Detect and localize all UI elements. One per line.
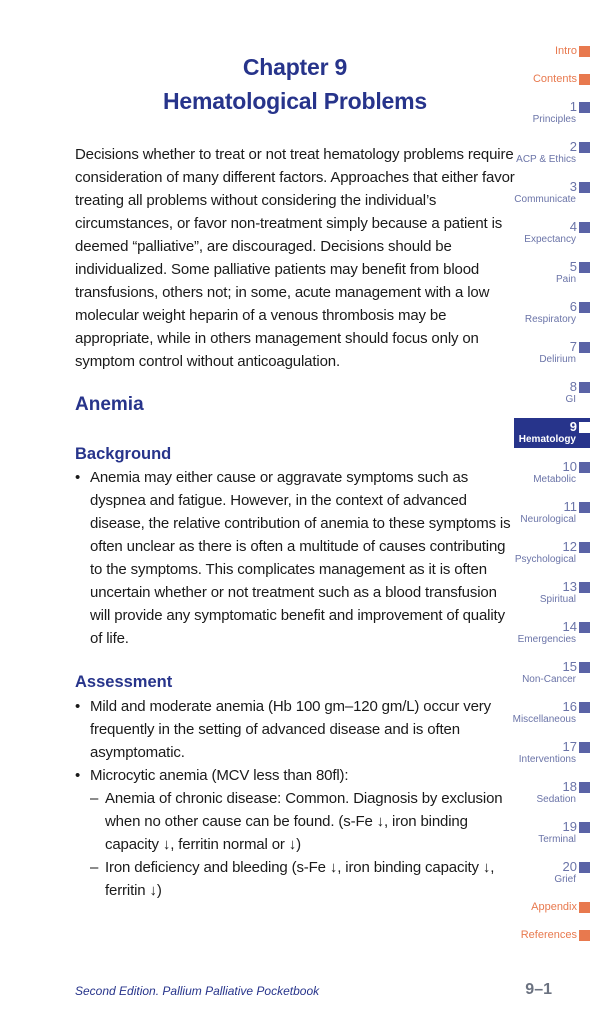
chapter-number: 7	[569, 339, 577, 354]
chapter-label: Respiratory	[524, 314, 576, 325]
chapter-label: Grief	[554, 874, 576, 885]
chapter-label: Expectancy	[524, 234, 576, 245]
square-icon	[579, 862, 590, 873]
sidebar-item-chapter-16[interactable]	[490, 700, 590, 726]
sidebar-item-chapter-12[interactable]	[490, 540, 590, 566]
assessment-heading: Assessment	[75, 673, 173, 691]
chapter-label: Miscellaneous	[512, 714, 576, 725]
nav-intro[interactable]	[490, 44, 590, 58]
chapter-number: 8	[569, 379, 577, 394]
square-icon	[579, 622, 590, 633]
chapter-label: Neurological	[520, 514, 576, 525]
page-number: 9–1	[525, 981, 552, 998]
bullet-marker: •	[75, 698, 81, 715]
chapter-number: 5	[569, 259, 577, 274]
chapter-number: 10	[562, 459, 577, 474]
bullet-text: Anemia may either cause or aggravate symptoms such as dyspnea and fatigue. However, in the context of advanced disease, the relative contribution of anemia to these symptoms is often unclear as there is often a multitude of causes contributing to the symptoms. This complicates management as it is often uncertain whether or not treatment such as a blood transfusion will provide any symptomatic benefit and improvement of quality of life.	[90, 469, 511, 647]
square-icon	[579, 782, 590, 793]
square-icon	[579, 822, 590, 833]
square-icon	[579, 902, 590, 913]
sub-item-text: Anemia of chronic disease: Common. Diagnosis by exclusion when no other cause can be found. (s-Fe ↓, iron binding capacity ↓, ferritin normal or ↓)	[105, 790, 503, 853]
chapter-number: 2	[569, 139, 577, 154]
square-icon	[579, 502, 590, 513]
chapter-title	[75, 50, 515, 118]
sidebar-item-chapter-4[interactable]	[490, 220, 590, 246]
sidebar-item-chapter-1[interactable]	[490, 100, 590, 126]
chapter-number: 18	[562, 779, 577, 794]
chapter-label: Delirium	[539, 354, 576, 365]
sidebar-item-chapter-13[interactable]	[490, 580, 590, 606]
sidebar-item-chapter-17[interactable]	[490, 740, 590, 766]
anemia-heading: Anemia	[75, 394, 144, 415]
chapter-label: Sedation	[536, 794, 576, 805]
sub-item-text: Iron deficiency and bleeding (s-Fe ↓, iron binding capacity ↓, ferritin ↓)	[105, 859, 495, 899]
nav-intro-label: Intro	[554, 45, 577, 57]
sidebar-item-chapter-15[interactable]	[490, 660, 590, 686]
square-icon	[579, 742, 590, 753]
nav-appendix-label: Appendix	[531, 901, 577, 913]
sub-list-item	[90, 856, 520, 902]
square-icon	[579, 182, 590, 193]
chapter-number: 20	[562, 859, 577, 874]
sidebar-item-chapter-9[interactable]	[514, 418, 590, 448]
square-icon	[579, 382, 590, 393]
nav-appendix[interactable]	[490, 900, 590, 914]
square-icon	[579, 46, 590, 57]
chapter-label: Psychological	[514, 554, 576, 565]
square-icon	[579, 662, 590, 673]
chapter-label: Hematology	[518, 434, 576, 445]
sub-list	[90, 787, 520, 902]
bullet-marker: •	[75, 767, 81, 784]
chapter-label: Emergencies	[517, 634, 576, 645]
main-content	[75, 50, 515, 899]
nav-contents[interactable]	[490, 72, 590, 86]
chapter-number: 12	[562, 539, 577, 554]
square-icon	[579, 222, 590, 233]
chapter-label: GI	[565, 394, 576, 405]
chapter-label: Communicate	[514, 194, 576, 205]
square-icon	[579, 102, 590, 113]
chapter-number: 4	[569, 219, 577, 234]
chapter-label: Terminal	[538, 834, 576, 845]
chapter-number: 19	[562, 819, 577, 834]
square-icon	[579, 422, 590, 433]
chapter-number: 11	[563, 499, 577, 514]
intro-paragraph: Decisions whether to treat or not treat hematology problems require consideration of many different factors. Approaches that either favor treating all problems without considering the individual’s circumstances, or favor non-treatment simply because a patient is deemed “palliative”, are discouraged. Decisions should be individualized. Some palliative patients may benefit from blood transfusions, others not; in some, acute management with a low molecular weight heparin of a venous thrombosis may be appropriate, while in others management should focus only on symptom control without anticoagulation.	[75, 146, 515, 370]
bullet-text: Mild and moderate anemia (Hb 100 gm–120 gm/L) occur very frequently in the setting of advanced disease and is often asymptomatic.	[90, 698, 491, 761]
square-icon	[579, 462, 590, 473]
chapter-number: 13	[562, 579, 577, 594]
sidebar-item-chapter-18[interactable]	[490, 780, 590, 806]
background-heading: Background	[75, 445, 172, 463]
chapter-number: 17	[562, 739, 577, 754]
dash-marker: –	[90, 859, 99, 876]
sidebar-item-chapter-19[interactable]	[490, 820, 590, 846]
bullet-marker: •	[75, 469, 81, 486]
nav-references[interactable]	[490, 928, 590, 942]
square-icon	[579, 302, 590, 313]
nav-contents-label: Contents	[532, 73, 577, 85]
chapter-number: 9	[569, 419, 577, 434]
square-icon	[579, 74, 590, 85]
chapter-label: Pain	[555, 274, 576, 285]
sidebar-item-chapter-20[interactable]	[490, 860, 590, 886]
background-list	[75, 466, 520, 650]
sidebar-item-chapter-3[interactable]	[490, 180, 590, 206]
footer-edition: Second Edition. Pallium Palliative Pocketbook	[75, 984, 320, 998]
assessment-list	[75, 695, 520, 902]
chapter-number: 6	[569, 299, 577, 314]
nav-references-label: References	[520, 929, 577, 941]
chapter-label: Spiritual	[539, 594, 576, 605]
square-icon	[579, 142, 590, 153]
sidebar-item-chapter-11[interactable]	[490, 500, 590, 526]
square-icon	[579, 342, 590, 353]
sidebar-item-chapter-10[interactable]	[490, 460, 590, 486]
sidebar-item-chapter-6[interactable]	[490, 300, 590, 326]
square-icon	[579, 582, 590, 593]
chapter-number: 14	[562, 619, 577, 634]
chapter-label: Non-Cancer	[522, 674, 576, 685]
sidebar-item-chapter-8[interactable]	[490, 380, 590, 406]
dash-marker: –	[90, 790, 99, 807]
chapter-label: Interventions	[518, 754, 576, 765]
list-item	[75, 764, 520, 902]
chapter-label: ACP & Ethics	[516, 154, 576, 165]
square-icon	[579, 702, 590, 713]
list-item	[75, 466, 520, 650]
sidebar-item-chapter-5[interactable]	[490, 260, 590, 286]
chapter-name: Hematological Problems	[162, 88, 427, 114]
chapter-number: 1	[569, 99, 577, 114]
sidebar-item-chapter-14[interactable]	[490, 620, 590, 646]
sidebar-item-chapter-7[interactable]	[490, 340, 590, 366]
square-icon	[579, 930, 590, 941]
chapter-number: 3	[569, 179, 577, 194]
square-icon	[579, 542, 590, 553]
sidebar-item-chapter-2[interactable]	[490, 140, 590, 166]
bullet-text: Microcytic anemia (MCV less than 80fl):	[90, 767, 349, 784]
chapter-label: Principles	[532, 114, 576, 125]
chapter-number: 16	[562, 699, 577, 714]
sub-list-item	[90, 787, 520, 856]
chapter-label: Metabolic	[533, 474, 576, 485]
chapter-number: Chapter 9	[242, 54, 348, 80]
chapter-number: 15	[562, 659, 577, 674]
square-icon	[579, 262, 590, 273]
list-item	[75, 695, 520, 764]
